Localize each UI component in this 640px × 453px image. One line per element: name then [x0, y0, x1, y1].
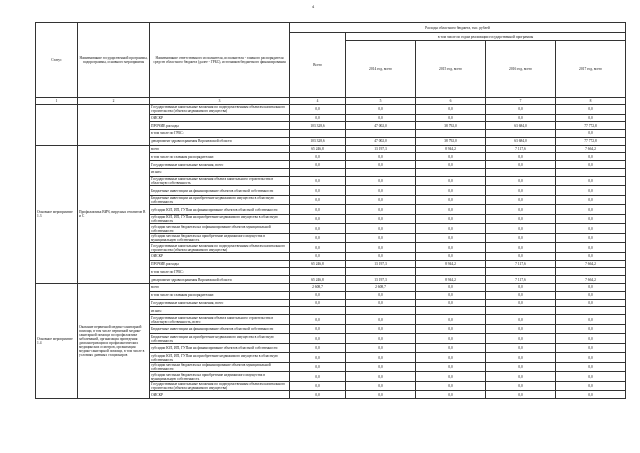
year-value-cell: 0,0 — [346, 353, 416, 363]
row-label: ОИСКР — [150, 252, 290, 260]
year-value-cell: 0,0 — [556, 130, 626, 138]
total-value-cell — [290, 307, 346, 315]
year-value-cell: 47 002,0 — [346, 122, 416, 130]
total-value-cell: 103 328,6 — [290, 122, 346, 130]
column-index: 7 — [486, 98, 556, 105]
year-value-cell: 0,0 — [556, 381, 626, 391]
year-value-cell: 13 197,3 — [346, 145, 416, 153]
year-value-cell — [486, 268, 556, 276]
year-value-cell: 0,0 — [486, 195, 556, 205]
year-value-cell: 0,0 — [556, 161, 626, 169]
total-value-cell: 0,0 — [290, 153, 346, 161]
year-value-cell: 0,0 — [486, 324, 556, 334]
header-years-group: в том числе по годам реализации государственной программы — [346, 33, 626, 41]
year-value-cell: 7 664,2 — [556, 276, 626, 284]
year-value-cell: 0,0 — [416, 381, 486, 391]
year-value-cell: 38 792,0 — [416, 122, 486, 130]
year-value-cell: 0,0 — [416, 334, 486, 344]
row-label: в том числе по главным распорядителям: — [150, 291, 290, 299]
year-value-cell: 8 944,2 — [416, 276, 486, 284]
total-value-cell — [290, 130, 346, 138]
year-value-cell: 0,0 — [486, 176, 556, 186]
year-value-cell: 2 608,7 — [346, 284, 416, 292]
year-value-cell: 0,0 — [416, 114, 486, 122]
year-value-cell: 0,0 — [486, 186, 556, 196]
status-cell: Основное мероприятие 1.3 — [36, 145, 78, 283]
year-value-cell: 0,0 — [416, 153, 486, 161]
total-value-cell: 0,0 — [290, 315, 346, 325]
year-value-cell: 0,0 — [416, 324, 486, 334]
year-value-cell: 0,0 — [486, 315, 556, 325]
row-label: всего — [150, 284, 290, 292]
year-value-cell — [416, 268, 486, 276]
column-index: 5 — [346, 98, 416, 105]
year-value-cell: 0,0 — [486, 233, 556, 243]
row-label: всего — [150, 145, 290, 153]
total-value-cell: 0,0 — [290, 176, 346, 186]
year-value-cell: 0,0 — [416, 195, 486, 205]
header-year: 2014 год, всего — [346, 41, 416, 98]
total-value-cell: 0,0 — [290, 381, 346, 391]
year-value-cell: 0,0 — [556, 114, 626, 122]
year-value-cell: 0,0 — [486, 291, 556, 299]
year-value-cell: 0,0 — [556, 252, 626, 260]
header-expenses-group: Расходы областного бюджета, тыс. рублей — [290, 23, 626, 33]
total-value-cell: 0,0 — [290, 195, 346, 205]
year-value-cell — [346, 307, 416, 315]
year-value-cell — [346, 268, 416, 276]
year-value-cell: 0,0 — [556, 195, 626, 205]
year-value-cell: 0,0 — [416, 243, 486, 253]
row-label: Государственные капитальные вложения по подведомственным объектам капитального строительства (объекта недвижимого имущества) — [150, 381, 290, 391]
year-value-cell: 0,0 — [346, 161, 416, 169]
row-label: Бюджетные инвестиции на финансирование объектов областной собственности — [150, 186, 290, 196]
year-value-cell: 0,0 — [416, 372, 486, 382]
year-value-cell: 0,0 — [556, 353, 626, 363]
year-value-cell: 0,0 — [556, 153, 626, 161]
year-value-cell: 0,0 — [416, 186, 486, 196]
row-label: Государственные капитальные вложения объекта капитального строительства в областную собственность, всего — [150, 315, 290, 325]
row-label: департамент здравоохранения Воронежской области — [150, 276, 290, 284]
year-value-cell: 0,0 — [416, 252, 486, 260]
total-value-cell: 0,0 — [290, 205, 346, 215]
total-value-cell: 0,0 — [290, 114, 346, 122]
column-index: 2 — [78, 98, 150, 105]
total-value-cell: 0,0 — [290, 391, 346, 399]
year-value-cell: 0,0 — [556, 176, 626, 186]
year-value-cell: 0,0 — [556, 391, 626, 399]
year-value-cell — [346, 169, 416, 177]
row-label: субсидии местным бюджетам на софинансирование объектов муниципальной собственности — [150, 224, 290, 234]
year-value-cell: 0,0 — [346, 362, 416, 372]
year-value-cell: 0,0 — [416, 284, 486, 292]
year-value-cell: 0,0 — [346, 205, 416, 215]
year-value-cell: 38 792,0 — [416, 137, 486, 145]
year-value-cell: 63 684,0 — [486, 137, 556, 145]
status-cell — [36, 105, 78, 146]
total-value-cell: 2 608,7 — [290, 284, 346, 292]
row-label: Государственные капитальные вложения по подведомственным объектам капитального строительства (объекта недвижимого имущества) — [150, 105, 290, 115]
total-value-cell: 0,0 — [290, 243, 346, 253]
year-value-cell: 0,0 — [556, 343, 626, 353]
year-value-cell: 0,0 — [486, 243, 556, 253]
year-value-cell: 0,0 — [486, 381, 556, 391]
year-value-cell: 7 664,2 — [556, 145, 626, 153]
year-value-cell — [556, 169, 626, 177]
total-value-cell: 65 246,8 — [290, 145, 346, 153]
row-label: ПРОЧИЕ расходы — [150, 260, 290, 268]
year-value-cell: 13 197,3 — [346, 260, 416, 268]
total-value-cell: 0,0 — [290, 353, 346, 363]
year-value-cell: 0,0 — [346, 186, 416, 196]
header-year: 2016 год, всего — [486, 41, 556, 98]
year-value-cell: 0,0 — [486, 252, 556, 260]
year-value-cell: 0,0 — [486, 284, 556, 292]
year-value-cell: 0,0 — [486, 161, 556, 169]
year-value-cell: 0,0 — [486, 353, 556, 363]
row-label: из них: — [150, 169, 290, 177]
row-label: субсидии местным бюджетам на приобретение недвижимого имущества в муниципальную собственность — [150, 233, 290, 243]
total-value-cell: 0,0 — [290, 299, 346, 307]
year-value-cell: 0,0 — [416, 233, 486, 243]
year-value-cell: 63 684,0 — [486, 122, 556, 130]
year-value-cell: 77 772,8 — [556, 122, 626, 130]
year-value-cell: 8 944,2 — [416, 145, 486, 153]
total-value-cell: 0,0 — [290, 252, 346, 260]
year-value-cell: 0,0 — [346, 391, 416, 399]
column-index: 6 — [416, 98, 486, 105]
year-value-cell: 0,0 — [486, 105, 556, 115]
year-value-cell: 0,0 — [556, 224, 626, 234]
year-value-cell: 0,0 — [416, 391, 486, 399]
total-value-cell: 0,0 — [290, 186, 346, 196]
row-label: Государственные капитальные вложения объекта капитального строительства в областную собственность — [150, 176, 290, 186]
program-cell: Оказание первичной медико-санитарной помощи, в том числе первичной медико-санитарной помощи по профилактике заболеваний, организация проведения диспансеризации и профилактических медицинских осмотров, организация медико-санитарной помощи, в том числе в условиях дневных стационаров — [78, 284, 150, 399]
year-value-cell: 0,0 — [346, 114, 416, 122]
year-value-cell: 0,0 — [556, 362, 626, 372]
row-label: субсидии ЮЛ, ИП, ГУПам на приобретение недвижимого имущества в областную собственность — [150, 353, 290, 363]
year-value-cell: 0,0 — [416, 224, 486, 234]
table-body — [36, 105, 626, 399]
year-value-cell: 0,0 — [556, 372, 626, 382]
row-label: Бюджетные инвестиции на приобретение недвижимого имущества в областную собственность — [150, 195, 290, 205]
total-value-cell: 65 246,8 — [290, 276, 346, 284]
year-value-cell: 0,0 — [486, 372, 556, 382]
total-value-cell: 0,0 — [290, 372, 346, 382]
year-value-cell: 0,0 — [556, 243, 626, 253]
year-value-cell: 0,0 — [486, 205, 556, 215]
year-value-cell: 0,0 — [556, 284, 626, 292]
year-value-cell: 0,0 — [416, 214, 486, 224]
row-label: из них: — [150, 307, 290, 315]
year-value-cell: 47 002,0 — [346, 137, 416, 145]
year-value-cell: 0,0 — [486, 153, 556, 161]
year-value-cell: 0,0 — [556, 105, 626, 115]
row-label: субсидии ЮЛ, ИП, ГУПам на финансирование объектов областной собственности — [150, 343, 290, 353]
total-value-cell: 0,0 — [290, 343, 346, 353]
table-row — [36, 145, 626, 153]
row-label: в том числе по ГРБС: — [150, 130, 290, 138]
row-label: субсидии местным бюджетам на приобретение недвижимого имущества в муниципальную собственность — [150, 372, 290, 382]
year-value-cell: 0,0 — [346, 224, 416, 234]
total-value-cell: 65 246,8 — [290, 260, 346, 268]
year-value-cell: 0,0 — [346, 291, 416, 299]
year-value-cell: 0,0 — [346, 243, 416, 253]
program-cell: Профилактика ВИЧ, вирусных гепатитов В и С — [78, 145, 150, 283]
total-value-cell: 0,0 — [290, 224, 346, 234]
year-value-cell: 0,0 — [346, 252, 416, 260]
year-value-cell: 0,0 — [346, 153, 416, 161]
header-program: Наименование государственной программы, подпрограммы, основного мероприятия — [78, 23, 150, 98]
year-value-cell: 0,0 — [486, 362, 556, 372]
year-value-cell — [416, 169, 486, 177]
year-value-cell: 0,0 — [416, 105, 486, 115]
year-value-cell: 0,0 — [416, 176, 486, 186]
total-value-cell: 0,0 — [290, 233, 346, 243]
total-value-cell: 0,0 — [290, 105, 346, 115]
year-value-cell: 0,0 — [556, 205, 626, 215]
year-value-cell: 7 117,6 — [486, 145, 556, 153]
year-value-cell — [346, 130, 416, 138]
year-value-cell: 0,0 — [556, 233, 626, 243]
row-label: субсидии ЮЛ, ИП, ГУПам на приобретение недвижимого имущества в областную собственность — [150, 214, 290, 224]
program-cell — [78, 105, 150, 146]
budget-table — [35, 22, 626, 399]
year-value-cell: 0,0 — [346, 195, 416, 205]
year-value-cell: 7 117,6 — [486, 276, 556, 284]
year-value-cell: 0,0 — [486, 391, 556, 399]
year-value-cell — [416, 130, 486, 138]
total-value-cell — [290, 169, 346, 177]
year-value-cell — [486, 130, 556, 138]
year-value-cell: 0,0 — [556, 315, 626, 325]
year-value-cell: 7 117,6 — [486, 260, 556, 268]
header-total: Всего — [290, 33, 346, 98]
row-label: субсидии местным бюджетам на софинансирование объектов муниципальной собственности — [150, 362, 290, 372]
table-row — [36, 105, 626, 115]
year-value-cell: 0,0 — [346, 334, 416, 344]
table-row — [36, 284, 626, 292]
year-value-cell: 77 772,8 — [556, 137, 626, 145]
year-value-cell: 0,0 — [346, 315, 416, 325]
total-value-cell: 0,0 — [290, 291, 346, 299]
year-value-cell — [486, 307, 556, 315]
year-value-cell: 0,0 — [486, 224, 556, 234]
total-value-cell: 103 328,6 — [290, 137, 346, 145]
row-label: в том числе по главным распорядителям: — [150, 153, 290, 161]
row-label: Государственные капитальные вложения по подведомственным объектам капитального строительства (объекта недвижимого имущества) — [150, 243, 290, 253]
year-value-cell: 0,0 — [416, 353, 486, 363]
year-value-cell: 0,0 — [556, 299, 626, 307]
column-index: 3 — [150, 98, 290, 105]
header-year: 2015 год, всего — [416, 41, 486, 98]
year-value-cell: 0,0 — [556, 186, 626, 196]
year-value-cell: 0,0 — [346, 372, 416, 382]
year-value-cell: 0,0 — [486, 114, 556, 122]
total-value-cell: 0,0 — [290, 324, 346, 334]
year-value-cell: 0,0 — [416, 343, 486, 353]
year-value-cell: 0,0 — [486, 334, 556, 344]
total-value-cell: 0,0 — [290, 362, 346, 372]
page-number: 4 — [312, 4, 315, 9]
total-value-cell: 0,0 — [290, 214, 346, 224]
year-value-cell: 13 197,3 — [346, 276, 416, 284]
year-value-cell — [416, 307, 486, 315]
year-value-cell: 8 944,2 — [416, 260, 486, 268]
year-value-cell: 0,0 — [416, 161, 486, 169]
row-label: ПРОЧИЕ расходы — [150, 122, 290, 130]
year-value-cell: 0,0 — [556, 324, 626, 334]
year-value-cell: 0,0 — [416, 291, 486, 299]
column-index: 1 — [36, 98, 78, 105]
year-value-cell: 0,0 — [416, 299, 486, 307]
header-year: 2017 год, всего — [556, 41, 626, 98]
year-value-cell: 0,0 — [416, 362, 486, 372]
row-label: в том числе по ГРБС: — [150, 268, 290, 276]
year-value-cell: 0,0 — [486, 299, 556, 307]
year-value-cell — [556, 307, 626, 315]
column-index: 4 — [290, 98, 346, 105]
year-value-cell: 0,0 — [346, 233, 416, 243]
header-status: Статус — [36, 23, 78, 98]
year-value-cell: 0,0 — [346, 299, 416, 307]
year-value-cell: 0,0 — [556, 214, 626, 224]
year-value-cell: 0,0 — [346, 324, 416, 334]
column-index-row — [36, 98, 626, 105]
year-value-cell: 0,0 — [486, 343, 556, 353]
total-value-cell — [290, 268, 346, 276]
year-value-cell: 0,0 — [556, 291, 626, 299]
row-label: Бюджетные инвестиции на приобретение недвижимого имущества в областную собственность — [150, 334, 290, 344]
year-value-cell: 0,0 — [346, 214, 416, 224]
year-value-cell: 0,0 — [346, 176, 416, 186]
status-cell: Основное мероприятие 1.4 — [36, 284, 78, 399]
row-label: Бюджетные инвестиции на финансирование объектов областной собственности — [150, 324, 290, 334]
year-value-cell: 0,0 — [346, 381, 416, 391]
total-value-cell: 0,0 — [290, 334, 346, 344]
year-value-cell: 7 664,2 — [556, 260, 626, 268]
row-label: департамент здравоохранения Воронежской области — [150, 137, 290, 145]
total-value-cell: 0,0 — [290, 161, 346, 169]
year-value-cell: 0,0 — [416, 315, 486, 325]
row-label: Государственные капитальные вложения, всего — [150, 161, 290, 169]
year-value-cell: 0,0 — [346, 105, 416, 115]
column-index: 8 — [556, 98, 626, 105]
year-value-cell: 0,0 — [346, 343, 416, 353]
year-value-cell: 0,0 — [556, 334, 626, 344]
header-responsible: Наименование ответственного исполнителя, исполнителя - главного распорядителя средств областного бюджета (далее - ГРБС), источников бюджетного финансирования — [150, 23, 290, 98]
year-value-cell — [556, 268, 626, 276]
year-value-cell: 0,0 — [486, 214, 556, 224]
row-label: субсидии ЮЛ, ИП, ГУПам на финансирование объектов областной собственности — [150, 205, 290, 215]
row-label: Государственные капитальные вложения, всего — [150, 299, 290, 307]
row-label: ОИСКР — [150, 114, 290, 122]
year-value-cell: 0,0 — [416, 205, 486, 215]
row-label: ОИСКР — [150, 391, 290, 399]
year-value-cell — [486, 169, 556, 177]
